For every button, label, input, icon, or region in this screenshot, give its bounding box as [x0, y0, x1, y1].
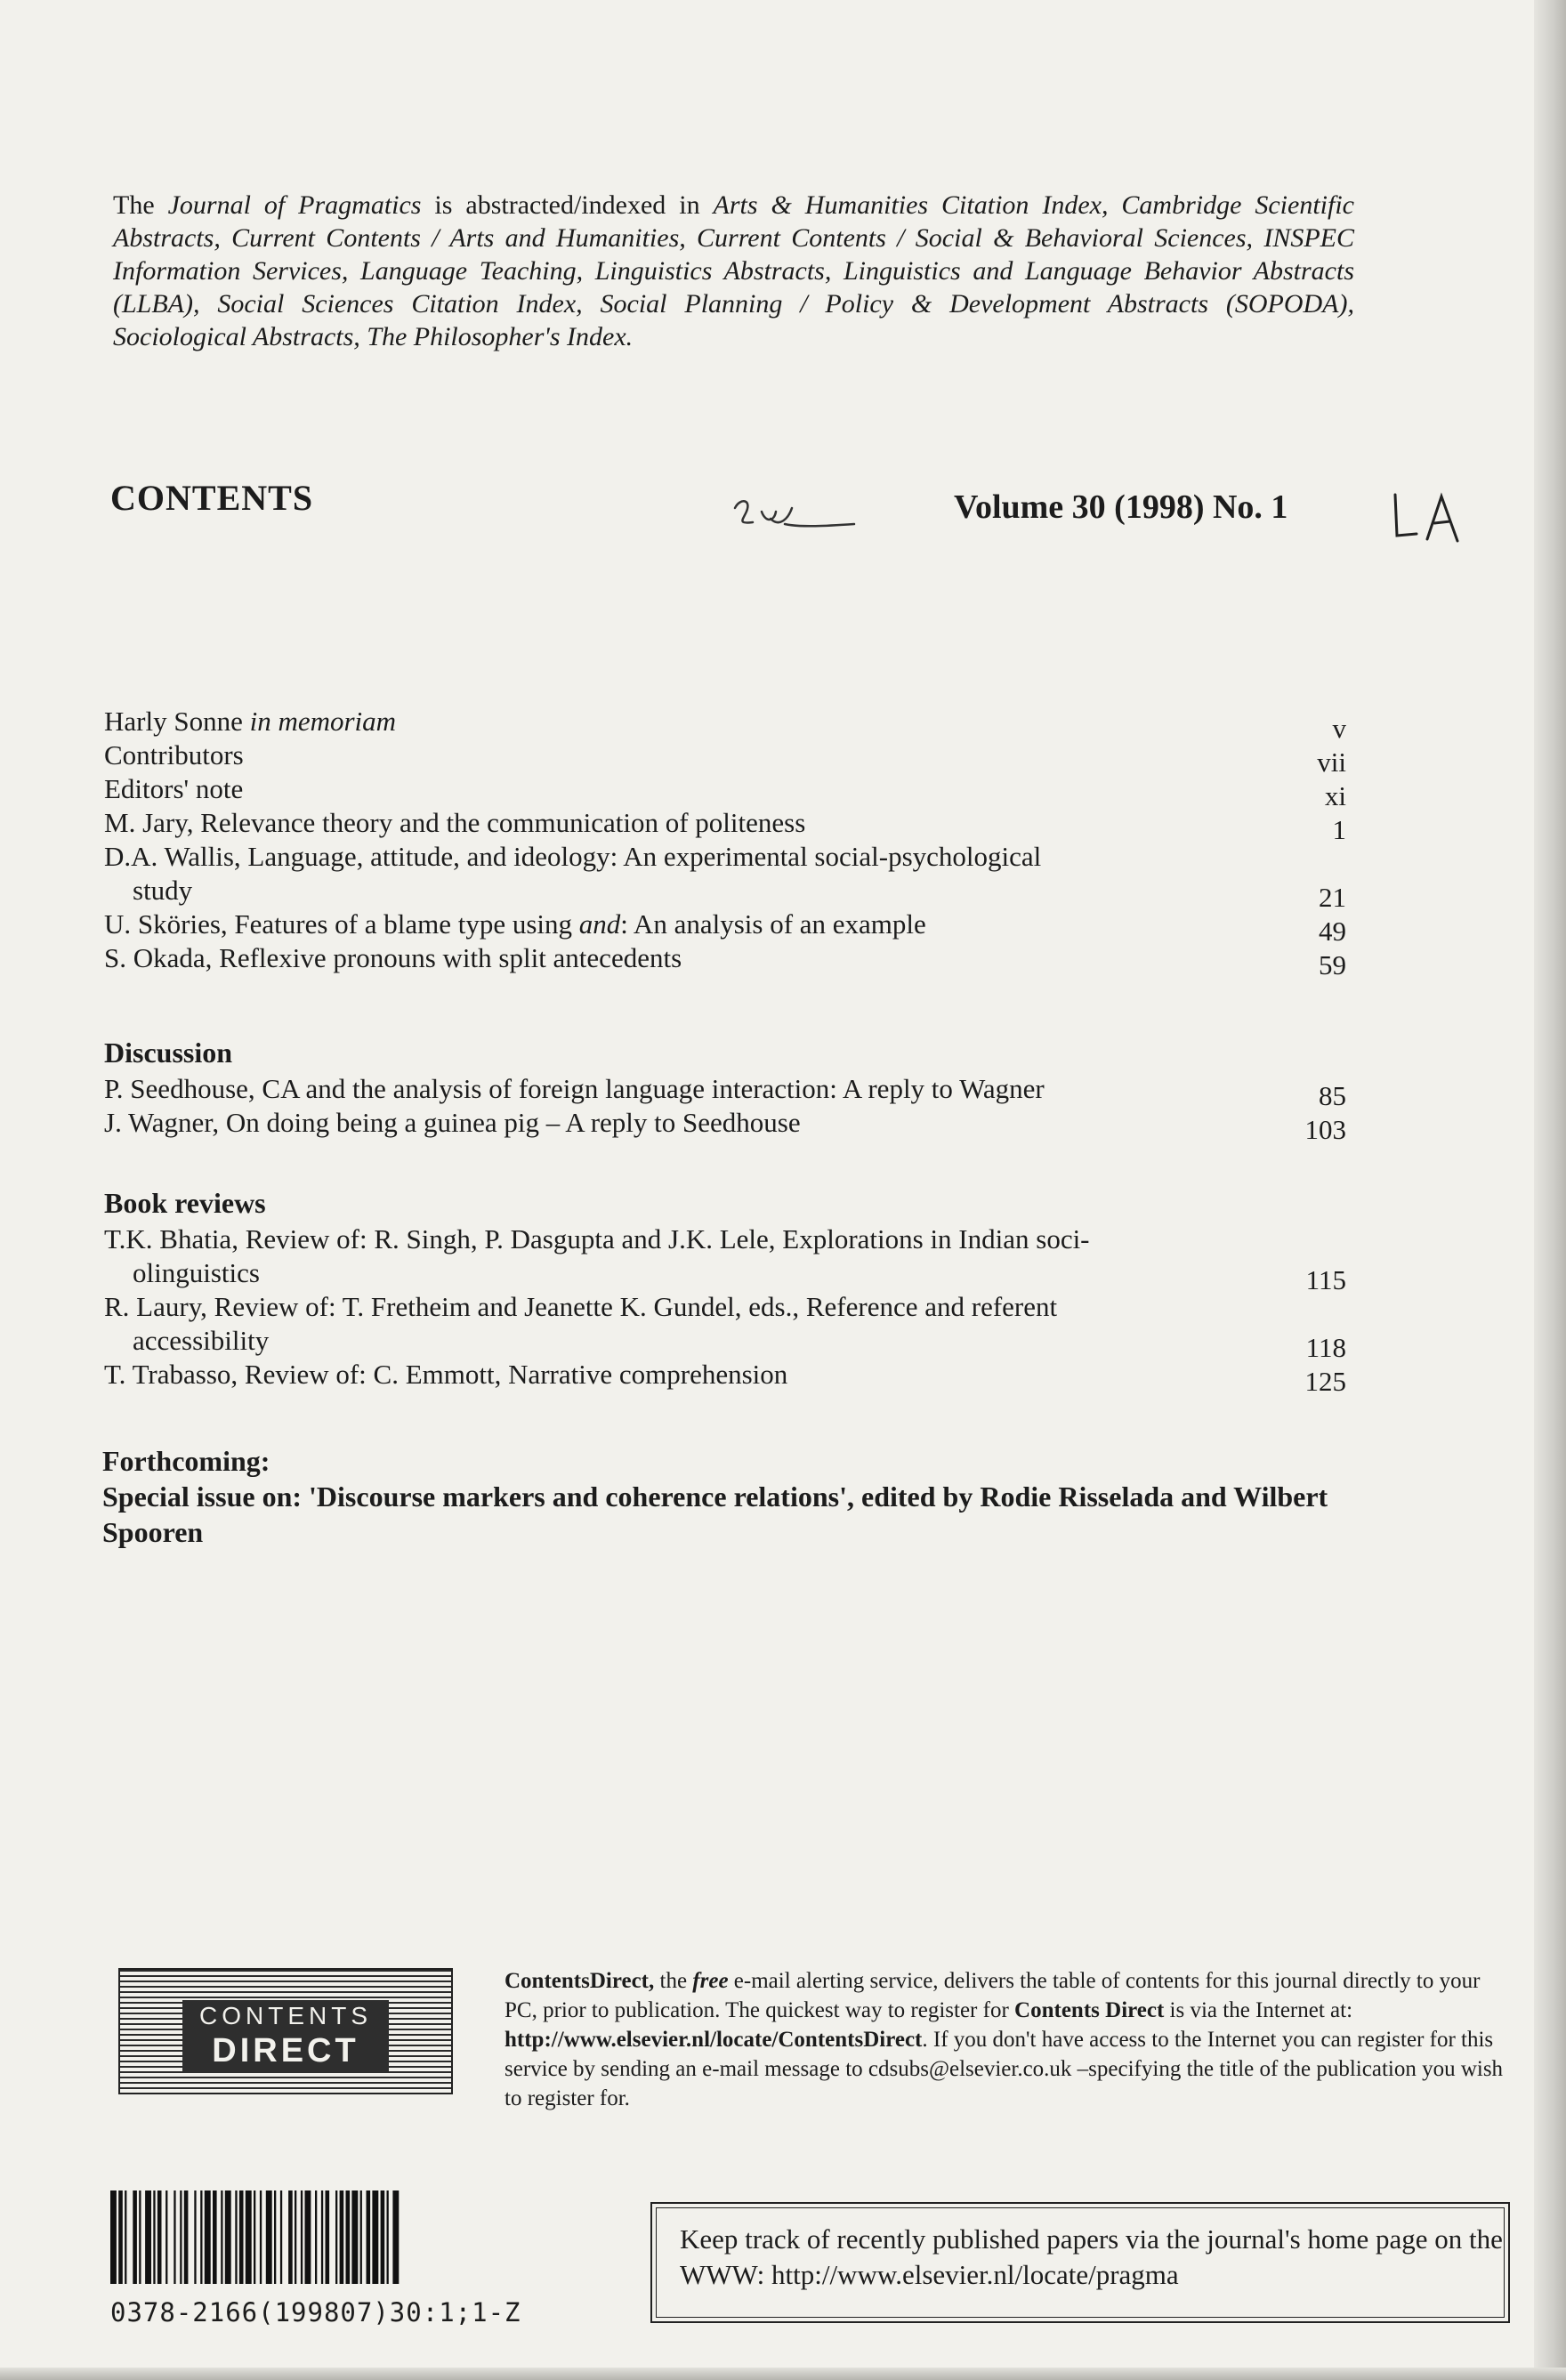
barcode-bar [305, 2190, 311, 2284]
toc-entry-pre: D.A. Wallis, Language, attitude, and ideology: An experimental social-psychological [104, 841, 1042, 872]
barcode-bar [346, 2190, 351, 2284]
journal-name: Journal of Pragmatics [167, 190, 422, 220]
toc-entry-page: 115 [1305, 1264, 1346, 1295]
toc-entry-pre: S. Okada, Reflexive pronouns with split antecedents [104, 942, 682, 973]
cd-text-2: is via the Internet at: [1164, 1998, 1353, 2022]
barcode-bar [326, 2190, 330, 2284]
toc-entry-page: 118 [1305, 1332, 1346, 1363]
book-review-entries [104, 1222, 1346, 1397]
abstract-seg-2: is abstracted/indexed in [421, 190, 714, 220]
index-list: Arts & Humanities Citation Index, Cambridge Scientific Abstracts, Current Contents / Arts and Humanities, Current Contents / Social & Behavioral Sciences, INSPEC Information Services, Language Teaching, Linguistics Abstracts, Linguistics and Language Behavior Abstracts (LLBA), Social Sciences Citation Index, Social Planning / Policy & Development Abstracts (SOPODA), Sociological Abstracts, The Philosopher's Index. [113, 190, 1354, 351]
toc-entry-page: v [1332, 713, 1346, 744]
toc-entry-title [104, 908, 1252, 941]
toc-entry-title [104, 1222, 1252, 1290]
toc-entry-page: vii [1317, 746, 1346, 778]
forthcoming-notice [102, 1443, 1348, 1550]
forthcoming-label: Forthcoming: [102, 1445, 270, 1477]
toc-entry-page: xi [1324, 780, 1346, 811]
toc-entry-italic: and [578, 908, 621, 940]
toc-entry-page: 85 [1319, 1080, 1346, 1111]
contents-direct-description [505, 1966, 1510, 2113]
toc-entry-pre: T. Trabasso, Review of: C. Emmott, Narrative comprehension [104, 1359, 788, 1390]
book-reviews-heading: Book reviews [104, 1187, 266, 1219]
logo-line-1: CONTENTS [199, 2002, 372, 2029]
barcode-bar [254, 2190, 255, 2284]
cd-free: free [692, 1969, 729, 1993]
barcode-bar [351, 2190, 358, 2284]
barcode-bar [288, 2190, 293, 2284]
toc-entry-cont: olinguistics [133, 1257, 260, 1288]
cd-the: the [654, 1969, 693, 1993]
toc-entry [104, 908, 1346, 947]
toc-entry [104, 738, 1346, 778]
toc-entry-pre: U. Sköries, Features of a blame type using [104, 908, 579, 940]
toc-entry [104, 1106, 1346, 1145]
barcode-bar [221, 2190, 222, 2284]
toc-entry-title [104, 738, 1252, 772]
barcode-bar [139, 2190, 141, 2284]
contents-direct-logo-box [182, 2000, 389, 2073]
volume-issue: Volume 30 (1998) No. 1 [954, 488, 1288, 526]
barcode-bar [118, 2190, 123, 2284]
toc-entry [104, 1222, 1346, 1295]
contents-direct-logo [118, 1968, 453, 2094]
barcode-bar [235, 2190, 237, 2284]
barcode-bar [387, 2190, 389, 2284]
toc-entry-page: 1 [1332, 814, 1346, 845]
homepage-notice-box [650, 2202, 1510, 2323]
barcode-bar [239, 2190, 244, 2284]
barcode-bar [367, 2190, 371, 2284]
toc-entry-pre: P. Seedhouse, CA and the analysis of foreign language interaction: A reply to Wagner [104, 1073, 1045, 1104]
toc-entry-page: 21 [1319, 882, 1346, 913]
barcode-bar [260, 2190, 262, 2284]
toc-entry-title [104, 1072, 1252, 1106]
page-edge-shadow-right [1534, 0, 1566, 2380]
barcode-bar [274, 2190, 276, 2284]
toc-entry-title [104, 941, 1252, 975]
issn-code: 0378-2166(199807)30:1;1-Z [110, 2297, 521, 2328]
toc-entry-pre: Contributors [104, 739, 244, 770]
barcode-bar [295, 2190, 296, 2284]
toc-entry-pre: J. Wagner, On doing being a guinea pig – A reply to Seedhouse [104, 1107, 801, 1138]
toc-entry-title [104, 705, 1252, 738]
handwritten-note-mark [730, 492, 863, 537]
toc-entry-post: : An analysis of an example [620, 908, 926, 940]
cd-text-1: e-mail alerting service, delivers the table of contents for this journal directly to your PC, prior to publication. The quickest way to register for [505, 1969, 1481, 2022]
toc-entry-cont: study [133, 875, 193, 906]
cd-text-3: . If you don't have access to the Internet you can register for this service by sending an e-mail message to cdsubs@elsevier.co.uk –specifying the title of the publication you wish to register for. [505, 2028, 1504, 2110]
barcode-bar [266, 2190, 272, 2284]
toc-entry-cont: accessibility [133, 1325, 270, 1356]
toc-entry-title [104, 1290, 1252, 1358]
toc-entry-pre: Editors' note [104, 773, 244, 804]
barcode-bar [213, 2190, 217, 2284]
indexing-statement [113, 189, 1354, 353]
homepage-box-inner-border [656, 2207, 1505, 2318]
toc-entry-page: 49 [1319, 916, 1346, 947]
toc-entry [104, 1072, 1346, 1111]
barcode-bar [110, 2190, 117, 2284]
homepage-notice-text: Keep track of recently published papers via the journal's home page on the WWW: http://www.elsevier.nl/locate/pragma [680, 2223, 1503, 2290]
barcode-bar [340, 2190, 344, 2284]
barcode-bar [165, 2190, 167, 2284]
toc-entry [104, 1358, 1346, 1397]
toc-entry [104, 941, 1346, 980]
discussion-heading: Discussion [104, 1037, 233, 1069]
barcode-bar [200, 2190, 202, 2284]
contents-heading: CONTENTS [110, 478, 314, 518]
forthcoming-text: Special issue on: 'Discourse markers and coherence relations', edited by Rodie Risselada and Wilbert Spooren [102, 1480, 1328, 1548]
toc-entry-pre: M. Jary, Relevance theory and the communication of politeness [104, 807, 806, 838]
barcode-bar [321, 2190, 323, 2284]
toc-entry-pre: R. Laury, Review of: T. Fretheim and Jeanette K. Gundel, eds., Reference and referent [104, 1291, 1058, 1322]
toc-entry-title [104, 1106, 1252, 1140]
toc-entry [104, 772, 1346, 811]
barcode-bar [125, 2190, 126, 2284]
toc-entry [104, 1290, 1346, 1363]
handwritten-initials-mark [1388, 488, 1468, 550]
toc-entry [104, 806, 1346, 845]
cd-brand: Contents Direct [1014, 1998, 1165, 2022]
toc-entry-title [104, 772, 1252, 806]
toc-main [104, 705, 1346, 980]
toc-entry [104, 705, 1346, 744]
barcode-bar [184, 2190, 189, 2284]
barcode-bar [301, 2190, 303, 2284]
toc-entry-page: 59 [1319, 949, 1346, 980]
logo-line-2: DIRECT [212, 2032, 359, 2069]
page-edge-shadow-bottom [0, 2368, 1566, 2380]
barcode-bar [205, 2190, 211, 2284]
barcode-bar [145, 2190, 151, 2284]
barcode-bar [372, 2190, 378, 2284]
toc-entry-italic: in memoriam [249, 706, 397, 737]
barcode-bar [153, 2190, 155, 2284]
barcode [110, 2190, 596, 2284]
toc-entry-title [104, 840, 1252, 908]
barcode-bar [381, 2190, 385, 2284]
discussion-entries [104, 1072, 1346, 1145]
toc-entry-title [104, 1358, 1252, 1392]
toc-discussion [104, 1035, 1346, 1145]
toc-book-reviews [104, 1185, 1346, 1397]
barcode-bar [392, 2190, 399, 2284]
abstract-seg-0: The [113, 190, 168, 220]
toc-entry-pre: T.K. Bhatia, Review of: R. Singh, P. Dasgupta and J.K. Lele, Explorations in Indian soci- [104, 1223, 1090, 1255]
toc-entry [104, 840, 1346, 913]
toc-entry-pre: Harly Sonne [104, 706, 250, 737]
barcode-bar [246, 2190, 252, 2284]
toc-entry-page: 125 [1304, 1366, 1346, 1397]
barcode-bar [335, 2190, 337, 2284]
barcode-bar [180, 2190, 182, 2284]
barcode-bar [315, 2190, 317, 2284]
barcode-bar [157, 2190, 162, 2284]
barcode-bar [360, 2190, 362, 2284]
barcode-bar [133, 2190, 137, 2284]
barcode-bar [174, 2190, 175, 2284]
cd-name: ContentsDirect, [505, 1969, 655, 1993]
barcode-bar [225, 2190, 231, 2284]
barcode-bar [194, 2190, 196, 2284]
toc-entry-page: 103 [1304, 1114, 1346, 1145]
cd-url: http://www.elsevier.nl/locate/ContentsDirect [505, 2028, 923, 2052]
barcode-bar [280, 2190, 282, 2284]
toc-entry-title [104, 806, 1252, 840]
